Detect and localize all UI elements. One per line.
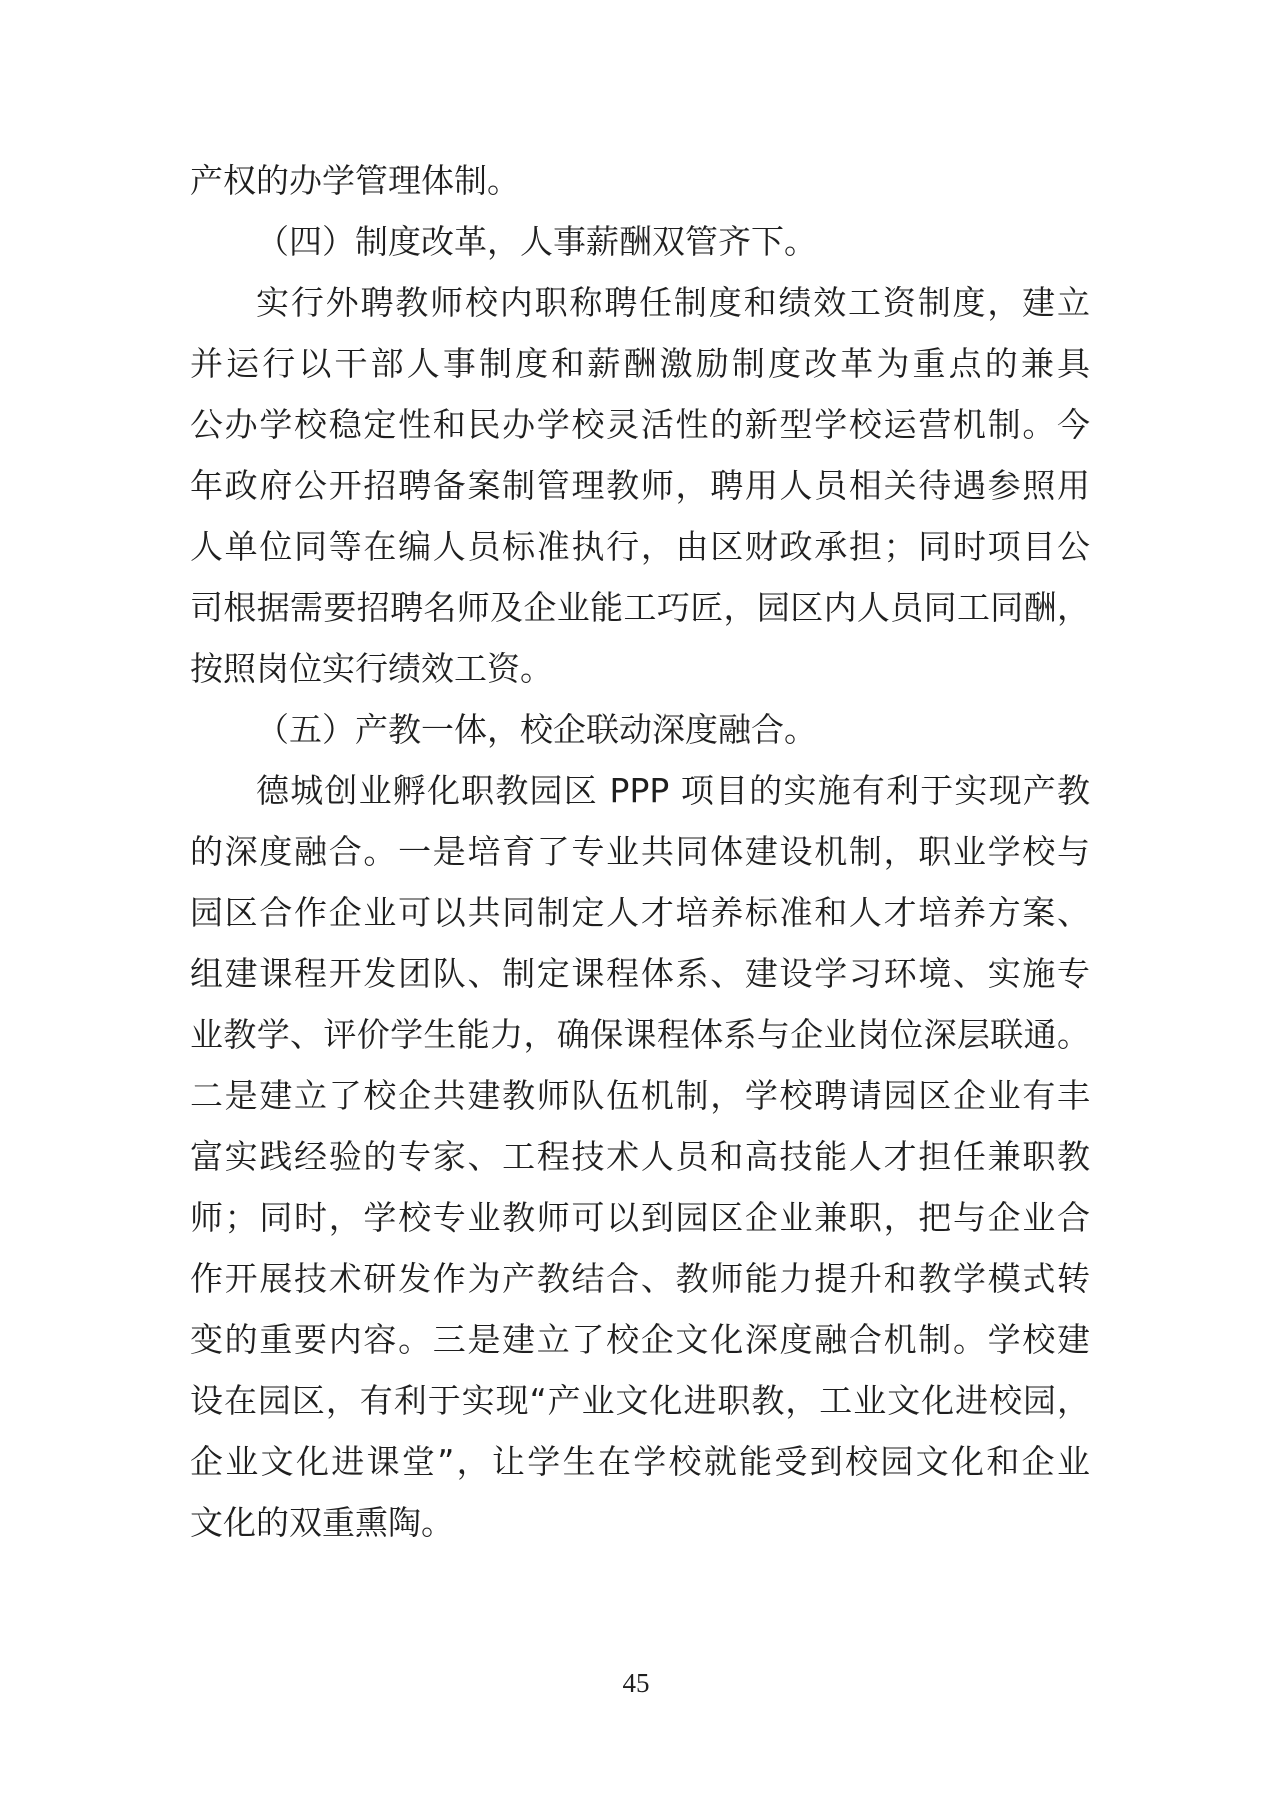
body-line: 师；同时，学校专业教师可以到园区企业兼职，把与企业合 <box>190 1198 1090 1237</box>
page-footer <box>0 1668 1272 1699</box>
body-line: 公办学校稳定性和民办学校灵活性的新型学校运营机制。今 <box>190 405 1090 444</box>
body-line: 企业文化进课堂”，让学生在学校就能受到校园文化和企业 <box>190 1442 1090 1481</box>
body-line: 产权的办学管理体制。 <box>190 161 520 200</box>
body-line: 富实践经验的专家、工程技术人员和高技能人才担任兼职教 <box>190 1137 1090 1176</box>
body-line: 设在园区，有利于实现“产业文化进职教，工业文化进校园， <box>190 1381 1090 1420</box>
body-line: 二是建立了校企共建教师队伍机制，学校聘请园区企业有丰 <box>190 1076 1090 1115</box>
section-heading: （四）制度改革，人事薪酬双管齐下。 <box>256 222 817 261</box>
body-line: 司根据需要招聘名师及企业能工巧匠，园区内人员同工同酬， <box>190 588 1090 627</box>
body-line: 并运行以干部人事制度和薪酬激励制度改革为重点的兼具 <box>190 344 1090 383</box>
section-heading: （五）产教一体，校企联动深度融合。 <box>256 710 817 749</box>
body-line: 文化的双重熏陶。 <box>190 1503 454 1542</box>
body-line: 变的重要内容。三是建立了校企文化深度融合机制。学校建 <box>190 1320 1090 1359</box>
page-number: 45 <box>622 1668 650 1698</box>
body-line: 实行外聘教师校内职称聘任制度和绩效工资制度，建立 <box>256 283 1090 322</box>
body-line: 按照岗位实行绩效工资。 <box>190 649 553 688</box>
body-line: 作开展技术研发作为产教结合、教师能力提升和教学模式转 <box>190 1259 1090 1298</box>
document-body <box>190 150 1090 1553</box>
body-line: 人单位同等在编人员标准执行，由区财政承担；同时项目公 <box>190 527 1090 566</box>
body-line: 园区合作企业可以共同制定人才培养标准和人才培养方案、 <box>190 893 1090 932</box>
body-line: 年政府公开招聘备案制管理教师，聘用人员相关待遇参照用 <box>190 466 1090 505</box>
body-line: 业教学、评价学生能力，确保课程体系与企业岗位深层联通。 <box>190 1015 1090 1054</box>
body-line: 德城创业孵化职教园区 PPP 项目的实施有利于实现产教 <box>256 771 1090 810</box>
body-line: 组建课程开发团队、制定课程体系、建设学习环境、实施专 <box>190 954 1090 993</box>
body-line: 的深度融合。一是培育了专业共同体建设机制，职业学校与 <box>190 832 1090 871</box>
